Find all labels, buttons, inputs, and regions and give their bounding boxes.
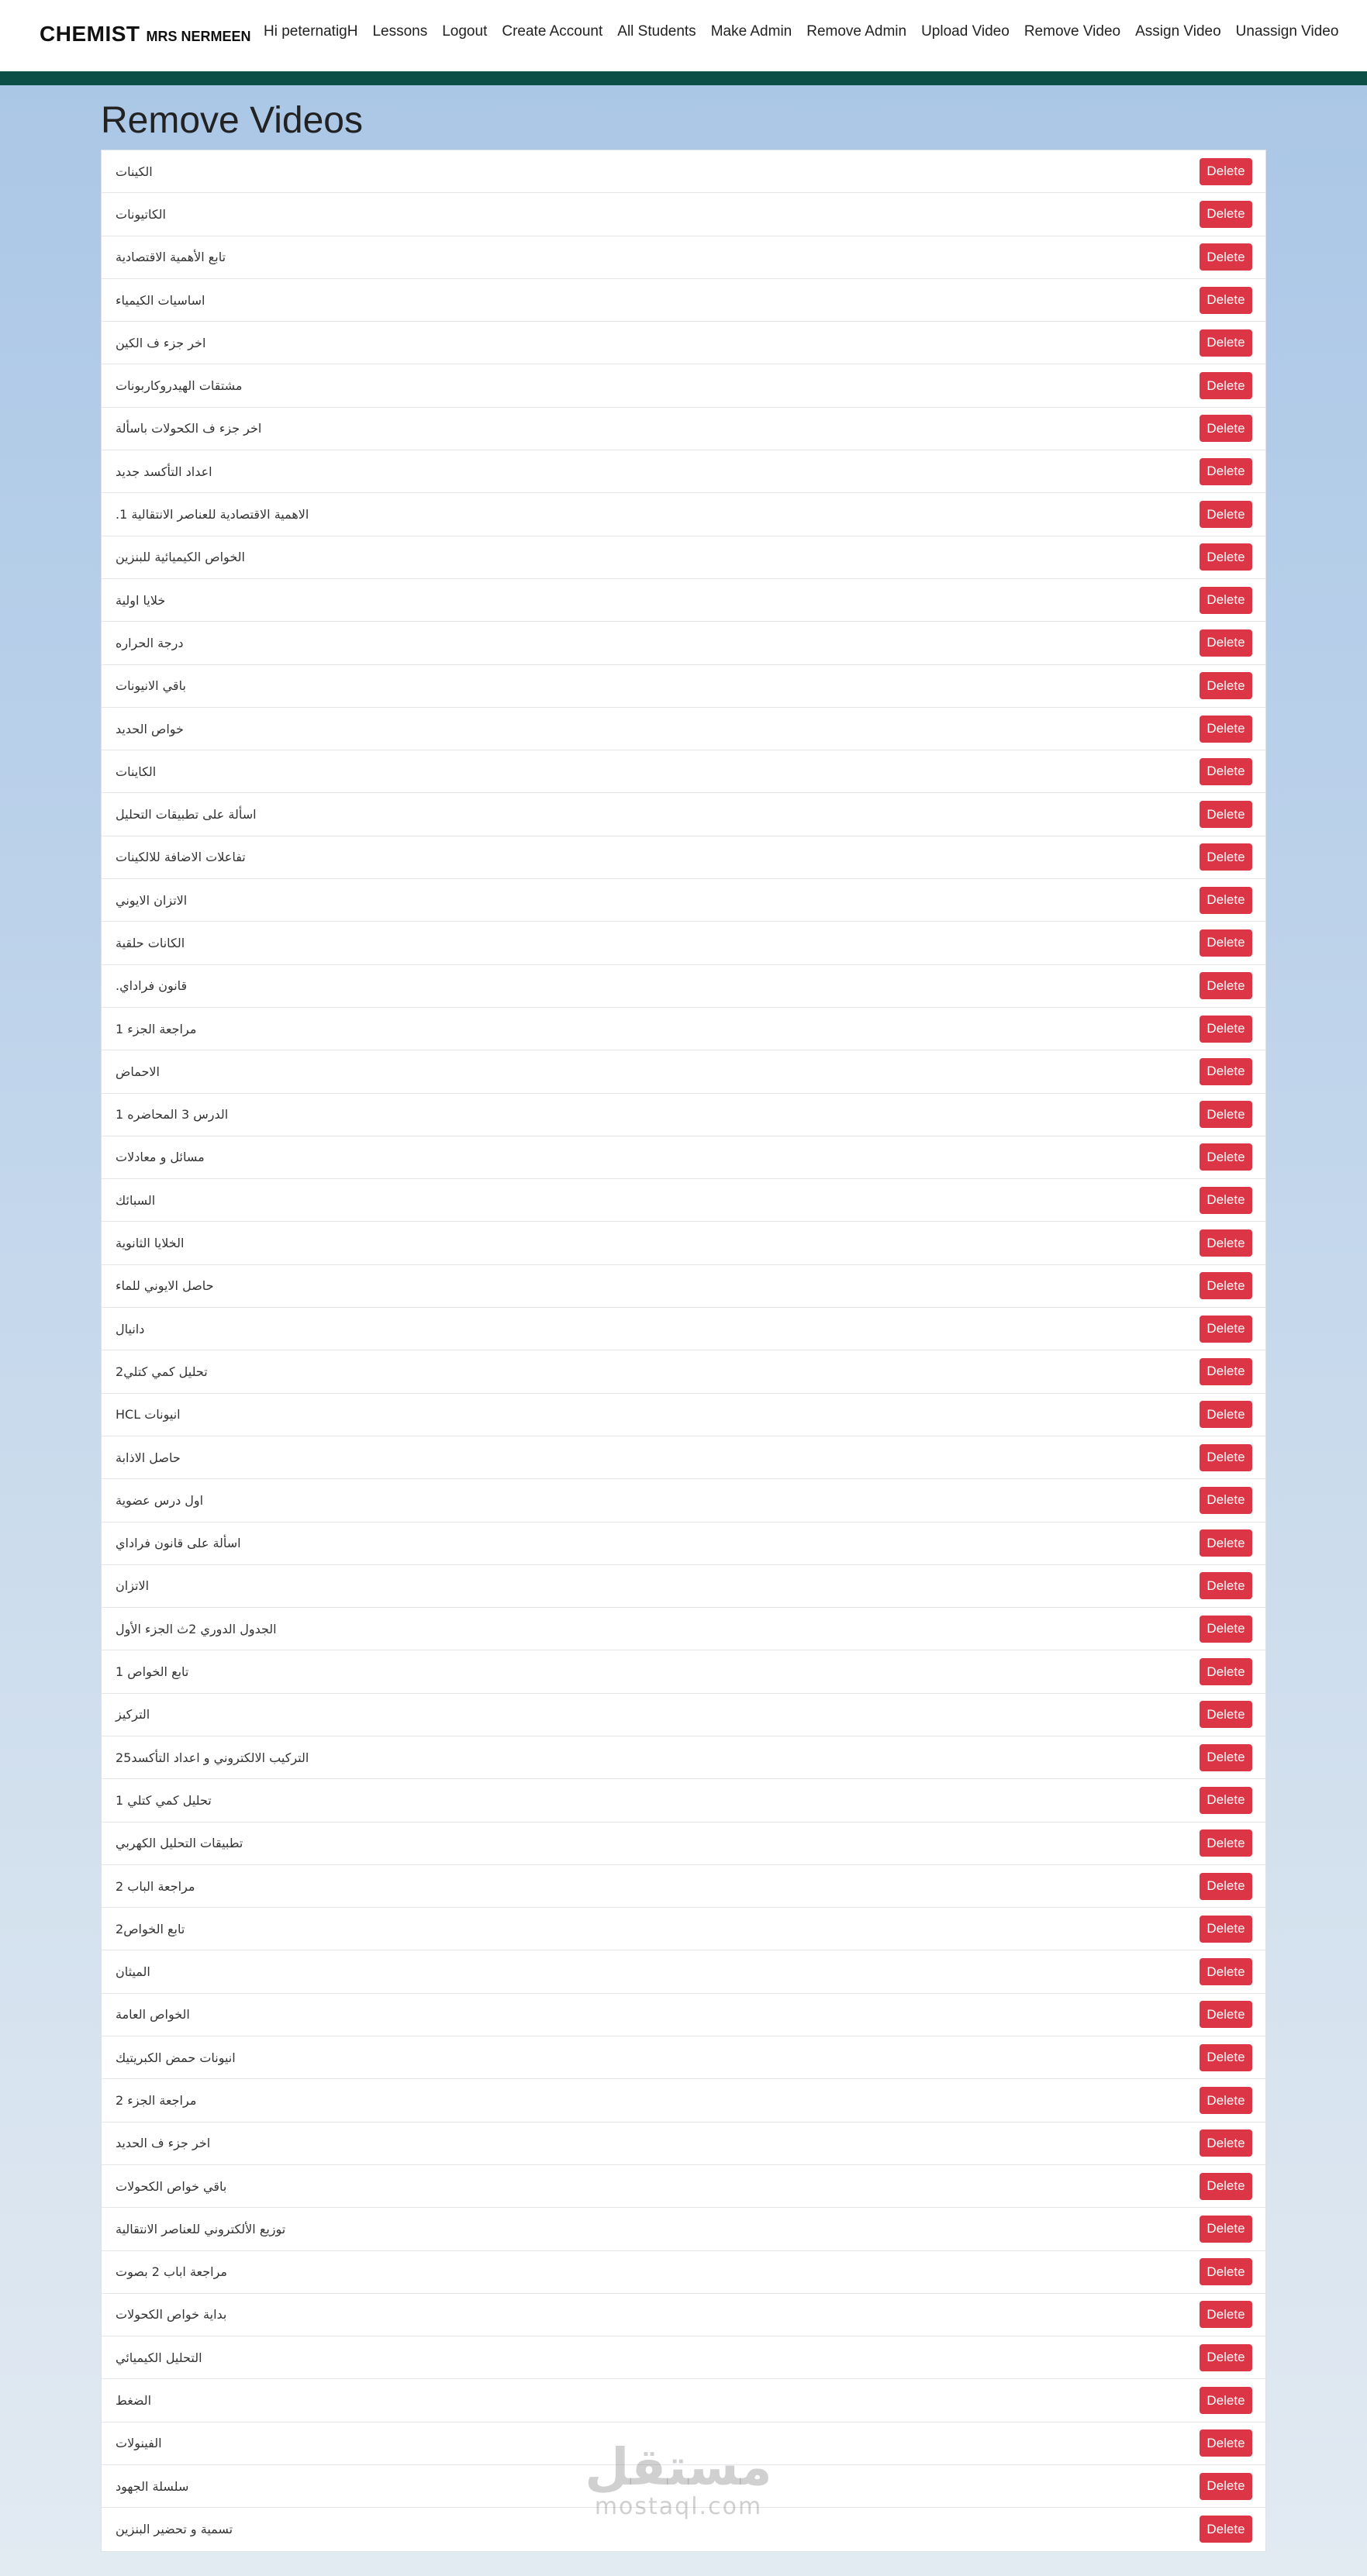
delete-button[interactable]: Delete <box>1200 2301 1252 2328</box>
video-list-item <box>102 2379 1265 2422</box>
video-list-item <box>102 408 1265 450</box>
video-list-item <box>102 1823 1265 1865</box>
brand-name[interactable]: CHEMIST <box>40 22 140 46</box>
video-list <box>101 150 1266 2552</box>
video-title: التركيب الالكتروني و اعداد التأكسد25 <box>116 1750 309 1765</box>
video-title: اسألة على تطبيقات التحليل <box>116 807 257 822</box>
delete-button[interactable]: Delete <box>1200 1229 1252 1257</box>
video-list-item <box>102 1050 1265 1093</box>
video-title: تفاعلات الاضافة للالكينات <box>116 850 246 865</box>
video-list-item <box>102 1608 1265 1650</box>
video-title: الجدول الدوري 2ث الجزء الأول <box>116 1621 277 1636</box>
video-list-item <box>102 1179 1265 1222</box>
watermark <box>574 2437 783 2520</box>
video-title: اخر جزء ف الحديد <box>116 2136 211 2151</box>
navbar-stripe <box>0 71 1367 85</box>
video-title: دانيال <box>116 1321 145 1336</box>
video-title: الفينولات <box>116 2436 162 2451</box>
video-title: تابع الخواص 1 <box>116 1664 189 1680</box>
video-title: تحليل كمي كتلي 1 <box>116 1792 212 1808</box>
nav-link-logout[interactable]: Logout <box>442 23 488 40</box>
video-list-item <box>102 922 1265 964</box>
video-title: تطبيقات التحليل الكهربي <box>116 1836 243 1851</box>
delete-button[interactable]: Delete <box>1200 458 1252 485</box>
delete-button[interactable]: Delete <box>1200 1187 1252 1214</box>
video-list-item <box>102 965 1265 1008</box>
video-list-item <box>102 1265 1265 1308</box>
video-list-item <box>102 1736 1265 1779</box>
delete-button[interactable]: Delete <box>1200 887 1252 914</box>
delete-button[interactable]: Delete <box>1200 801 1252 828</box>
video-title: خلايا اولية <box>116 592 166 608</box>
video-title: خواص الحديد <box>116 721 184 736</box>
video-list-item <box>102 2165 1265 2208</box>
navbar <box>0 0 1367 71</box>
nav-link-create-account[interactable]: Create Account <box>502 23 603 40</box>
delete-button[interactable]: Delete <box>1200 1016 1252 1043</box>
video-list-item <box>102 708 1265 750</box>
delete-button[interactable]: Delete <box>1200 1958 1252 1985</box>
delete-button[interactable]: Delete <box>1200 1529 1252 1557</box>
delete-button[interactable]: Delete <box>1200 1916 1252 1943</box>
video-title: تابع الخواص2 <box>116 1921 185 1936</box>
delete-button[interactable]: Delete <box>1200 2258 1252 2285</box>
video-list-item <box>102 622 1265 664</box>
video-list-item <box>102 364 1265 407</box>
delete-button[interactable]: Delete <box>1200 1873 1252 1900</box>
video-title: اساسيات الكيمياء <box>116 292 205 308</box>
video-title: الميثان <box>116 1964 150 1980</box>
delete-button[interactable]: Delete <box>1200 415 1252 442</box>
page-title: Remove Videos <box>101 100 363 141</box>
nav-link-make-admin[interactable]: Make Admin <box>710 23 792 40</box>
video-list-item <box>102 322 1265 364</box>
delete-button[interactable]: Delete <box>1200 1744 1252 1771</box>
video-title: الكاينات <box>116 764 157 779</box>
delete-button[interactable]: Delete <box>1200 758 1252 785</box>
delete-button[interactable]: Delete <box>1200 929 1252 957</box>
video-title: باقي الانيونات <box>116 678 186 694</box>
video-list-item <box>102 1436 1265 1479</box>
delete-button[interactable]: Delete <box>1200 2044 1252 2071</box>
video-list-item <box>102 1479 1265 1522</box>
video-title: درجة الحراره <box>116 635 184 650</box>
nav-link-remove-video[interactable]: Remove Video <box>1024 23 1121 40</box>
video-list-item <box>102 1650 1265 1693</box>
video-title: مشتقات الهيدروكاربونات <box>116 378 243 394</box>
video-list-item <box>102 1094 1265 1136</box>
video-list-item <box>102 1394 1265 1436</box>
video-title: الخواص العامة <box>116 2007 190 2023</box>
video-list-item <box>102 1222 1265 1264</box>
video-list-item <box>102 450 1265 493</box>
delete-button[interactable]: Delete <box>1200 972 1252 999</box>
video-title: الكاتيونات <box>116 206 166 222</box>
video-title: الاتزان الايوني <box>116 892 188 908</box>
video-title: الخلايا الثانوية <box>116 1236 185 1251</box>
video-list-item <box>102 2336 1265 2379</box>
nav-link-remove-admin[interactable]: Remove Admin <box>806 23 907 40</box>
delete-button[interactable]: Delete <box>1200 1829 1252 1857</box>
video-title: مراجعة اباب 2 بصوت <box>116 2264 227 2280</box>
video-list-item <box>102 2036 1265 2079</box>
video-title: انيونات حمض الكبريتيك <box>116 2050 236 2065</box>
video-list-item <box>102 1350 1265 1393</box>
delete-button[interactable]: Delete <box>1200 2387 1252 2414</box>
delete-button[interactable]: Delete <box>1200 1444 1252 1471</box>
video-title: الضغط <box>116 2393 152 2409</box>
video-list-item <box>102 193 1265 236</box>
video-title: حاصل الايوني للماء <box>116 1278 214 1294</box>
nav-link-assign-video[interactable]: Assign Video <box>1135 23 1221 40</box>
delete-button[interactable]: Delete <box>1200 672 1252 699</box>
delete-button[interactable]: Delete <box>1200 2473 1252 2500</box>
video-list-item <box>102 665 1265 708</box>
video-title: مسائل و معادلات <box>116 1150 205 1165</box>
video-list-item <box>102 2208 1265 2250</box>
delete-button[interactable]: Delete <box>1200 1272 1252 1299</box>
delete-button[interactable]: Delete <box>1200 243 1252 271</box>
video-title: اسألة على قانون فراداي <box>116 1536 241 1551</box>
video-title: الاتزان <box>116 1578 150 1594</box>
video-title: اخر جزء ف الكحولات باسألة <box>116 421 262 436</box>
video-title: اعداد التأكسد جديد <box>116 464 212 479</box>
delete-button[interactable]: Delete <box>1200 1058 1252 1085</box>
delete-button[interactable]: Delete <box>1200 1316 1252 1343</box>
video-list-item <box>102 1308 1265 1350</box>
video-title: الدرس 3 المحاضره 1 <box>116 1107 229 1122</box>
delete-button[interactable]: Delete <box>1200 329 1252 357</box>
video-list-item <box>102 579 1265 622</box>
video-title: قانون فراداي. <box>116 978 188 994</box>
delete-button[interactable]: Delete <box>1200 843 1252 871</box>
delete-button[interactable]: Delete <box>1200 543 1252 571</box>
video-list-item <box>102 1694 1265 1736</box>
video-title: الاهمية الاقتصادية للعناصر الانتقالية 1. <box>116 507 309 522</box>
video-list-item <box>102 793 1265 836</box>
video-title: سلسلة الجهود <box>116 2478 189 2494</box>
delete-button[interactable]: Delete <box>1200 2516 1252 2543</box>
video-title: انيونات HCL <box>116 1407 181 1422</box>
video-list-item <box>102 1950 1265 1993</box>
video-list-item <box>102 2251 1265 2294</box>
delete-button[interactable]: Delete <box>1200 1616 1252 1643</box>
video-title: مراجعة الجزء 2 <box>116 2093 197 2108</box>
video-list-item <box>102 279 1265 322</box>
nav-link-hi-peternatigh[interactable]: Hi peternatigH <box>264 23 358 40</box>
delete-button[interactable]: Delete <box>1200 716 1252 743</box>
video-list-item <box>102 836 1265 879</box>
video-title: الكانات حلقية <box>116 935 185 950</box>
video-title: السبائك <box>116 1192 156 1208</box>
video-title: مراجعة الجزء 1 <box>116 1021 197 1036</box>
watermark-latin: mostaql.com <box>594 2493 763 2520</box>
delete-button[interactable]: Delete <box>1200 1101 1252 1128</box>
video-title: بداية خواص الكحولات <box>116 2307 227 2323</box>
delete-button[interactable]: Delete <box>1200 1572 1252 1599</box>
video-title: تابع الأهمية الاقتصادية <box>116 250 226 265</box>
delete-button[interactable]: Delete <box>1200 1787 1252 1814</box>
video-list-item <box>102 2294 1265 2336</box>
video-list-item <box>102 750 1265 793</box>
nav-link-lessons[interactable]: Lessons <box>372 23 428 40</box>
video-title: التركيز <box>116 1707 150 1723</box>
video-list-item <box>102 1779 1265 1822</box>
delete-button[interactable]: Delete <box>1200 629 1252 657</box>
brand-subtitle[interactable]: MRS NERMEEN <box>146 29 251 44</box>
video-title: مراجعة الباب 2 <box>116 1878 195 1894</box>
video-title: باقي خواص الكحولات <box>116 2178 227 2194</box>
video-title: التحليل الكيميائي <box>116 2350 202 2365</box>
video-list-item <box>102 1565 1265 1608</box>
brand-logo[interactable] <box>40 22 251 47</box>
video-list-item <box>102 1008 1265 1050</box>
delete-button[interactable]: Delete <box>1200 587 1252 614</box>
video-title: توزيع الألكتروني للعناصر الانتقالية <box>116 2221 286 2236</box>
delete-button[interactable]: Delete <box>1200 2344 1252 2371</box>
video-list-item <box>102 1136 1265 1179</box>
video-title: الاحماض <box>116 1064 160 1079</box>
delete-button[interactable]: Delete <box>1200 501 1252 528</box>
video-list-item <box>102 536 1265 579</box>
video-list-item <box>102 879 1265 922</box>
delete-button[interactable]: Delete <box>1200 1401 1252 1428</box>
nav-link-unassign-video[interactable]: Unassign Video <box>1235 23 1339 40</box>
video-list-item <box>102 1865 1265 1908</box>
delete-button[interactable]: Delete <box>1200 1658 1252 1685</box>
video-list-item <box>102 2123 1265 2165</box>
video-title: اخر جزء ف الكين <box>116 335 206 350</box>
video-list-item <box>102 236 1265 279</box>
delete-button[interactable]: Delete <box>1200 1487 1252 1514</box>
video-list-item <box>102 1908 1265 1950</box>
delete-button[interactable]: Delete <box>1200 2216 1252 2243</box>
delete-button[interactable]: Delete <box>1200 201 1252 228</box>
nav-links <box>264 23 1353 40</box>
delete-button[interactable]: Delete <box>1200 2129 1252 2157</box>
delete-button[interactable]: Delete <box>1200 2001 1252 2028</box>
video-title: تحليل كمي كتلي2 <box>116 1364 208 1379</box>
video-list-item <box>102 2079 1265 2122</box>
delete-button[interactable]: Delete <box>1200 1358 1252 1385</box>
delete-button[interactable]: Delete <box>1200 2173 1252 2200</box>
delete-button[interactable]: Delete <box>1200 2087 1252 2114</box>
video-list-item <box>102 1522 1265 1565</box>
delete-button[interactable]: Delete <box>1200 1143 1252 1171</box>
video-title: الكينات <box>116 164 153 179</box>
delete-button[interactable]: Delete <box>1200 287 1252 314</box>
video-title: الخواص الكيميائية للبنزين <box>116 550 245 565</box>
video-title: اول درس عضوية <box>116 1492 204 1508</box>
nav-link-upload-video[interactable]: Upload Video <box>921 23 1010 40</box>
video-title: حاصل الاذابة <box>116 1450 181 1465</box>
delete-button[interactable]: Delete <box>1200 2429 1252 2457</box>
delete-button[interactable]: Delete <box>1200 158 1252 185</box>
video-title: تسمية و تحضير البنزين <box>116 2522 233 2537</box>
video-list-item <box>102 493 1265 536</box>
delete-button[interactable]: Delete <box>1200 1701 1252 1728</box>
video-list-item <box>102 1994 1265 2036</box>
video-list-item <box>102 150 1265 193</box>
delete-button[interactable]: Delete <box>1200 372 1252 399</box>
watermark-arabic: مستقل <box>585 2437 772 2497</box>
nav-link-all-students[interactable]: All Students <box>617 23 696 40</box>
